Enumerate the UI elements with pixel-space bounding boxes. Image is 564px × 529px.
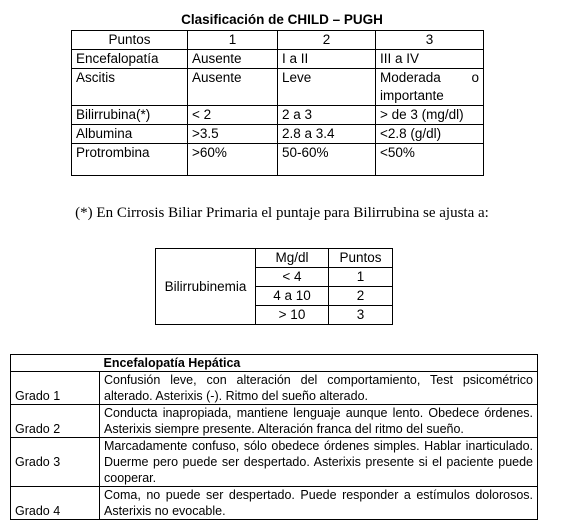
bilirrubinemia-label: Bilirrubinemia	[156, 249, 256, 325]
header-cell-1: 1	[188, 31, 278, 50]
cell-2: 50-60%	[278, 144, 376, 176]
header-cell-mgdl: Mg/dl	[256, 249, 329, 268]
cell-puntos: 3	[329, 306, 393, 325]
grade-label: Grado 4	[11, 487, 100, 520]
encefalopatia-table	[10, 354, 538, 520]
table-header-row	[156, 249, 393, 268]
cell-mgdl: > 10	[256, 306, 329, 325]
cell-1: Ausente	[188, 69, 278, 106]
table-row	[72, 69, 484, 106]
table-row	[11, 372, 538, 405]
row-label: Bilirrubina(*)	[72, 106, 188, 125]
grade-label: Grado 1	[11, 372, 100, 405]
cell-text: o	[471, 70, 479, 85]
table-title: Encefalopatía Hepática	[100, 355, 538, 372]
cell-mgdl: 4 a 10	[256, 287, 329, 306]
table-row	[11, 405, 538, 438]
cell-2: 2 a 3	[278, 106, 376, 125]
grade-label: Grado 2	[11, 405, 100, 438]
child-pugh-table	[71, 30, 484, 176]
table-row	[72, 144, 484, 176]
cell-text: importante	[380, 88, 444, 103]
cell-2: Leve	[278, 69, 376, 106]
cell-2: 2.8 a 3.4	[278, 125, 376, 144]
table-row	[72, 50, 484, 69]
cell-puntos: 2	[329, 287, 393, 306]
cell-1: >3.5	[188, 125, 278, 144]
cell-puntos: 1	[329, 268, 393, 287]
table-row	[11, 487, 538, 520]
grade-label: Grado 3	[11, 438, 100, 487]
cell-3: III a IV	[376, 50, 484, 69]
grade-description: Coma, no puede ser despertado. Puede responder a estímulos dolorosos. Asterixis no evocable.	[100, 487, 538, 520]
table-row	[72, 106, 484, 125]
table-header-row	[72, 31, 484, 50]
cell-1: >60%	[188, 144, 278, 176]
grade-description: Conducta inapropiada, mantiene lenguaje aunque lento. Obedece órdenes. Asterixis siempre presente. Alteración franca del ritmo del sueño.	[100, 405, 538, 438]
cell-text: Moderada	[380, 70, 441, 85]
cell-2: I a II	[278, 50, 376, 69]
row-label: Protrombina	[72, 144, 188, 176]
row-label: Albumina	[72, 125, 188, 144]
grade-description: Marcadamente confuso, sólo obedece órdenes simples. Hablar inarticulado. Duerme pero puede ser despertado. Asterixis presente si el paciente puede cooperar.	[100, 438, 538, 487]
header-cell-2: 2	[278, 31, 376, 50]
page-title: Clasificación de CHILD – PUGH	[181, 12, 383, 27]
cell-mgdl: < 4	[256, 268, 329, 287]
row-label: Encefalopatía	[72, 50, 188, 69]
cell-3: > de 3 (mg/dl)	[376, 106, 484, 125]
header-cell-puntos: Puntos	[329, 249, 393, 268]
cell-3	[376, 69, 484, 106]
cell-3: <50%	[376, 144, 484, 176]
cell-3: <2.8 (g/dl)	[376, 125, 484, 144]
row-label: Ascitis	[72, 69, 188, 106]
bilirrubina-table	[155, 248, 393, 325]
cell-1: < 2	[188, 106, 278, 125]
cell-1: Ausente	[188, 50, 278, 69]
table-row	[72, 125, 484, 144]
grade-description: Confusión leve, con alteración del comportamiento, Test psicométrico alterado. Asterixis (-). Ritmo del sueño alterado.	[100, 372, 538, 405]
footnote: (*) En Cirrosis Biliar Primaria el puntaje para Bilirrubina se ajusta a:	[75, 205, 489, 221]
header-cell-puntos: Puntos	[72, 31, 188, 50]
header-cell-3: 3	[376, 31, 484, 50]
table-header-row	[11, 355, 538, 372]
table-row	[11, 438, 538, 487]
